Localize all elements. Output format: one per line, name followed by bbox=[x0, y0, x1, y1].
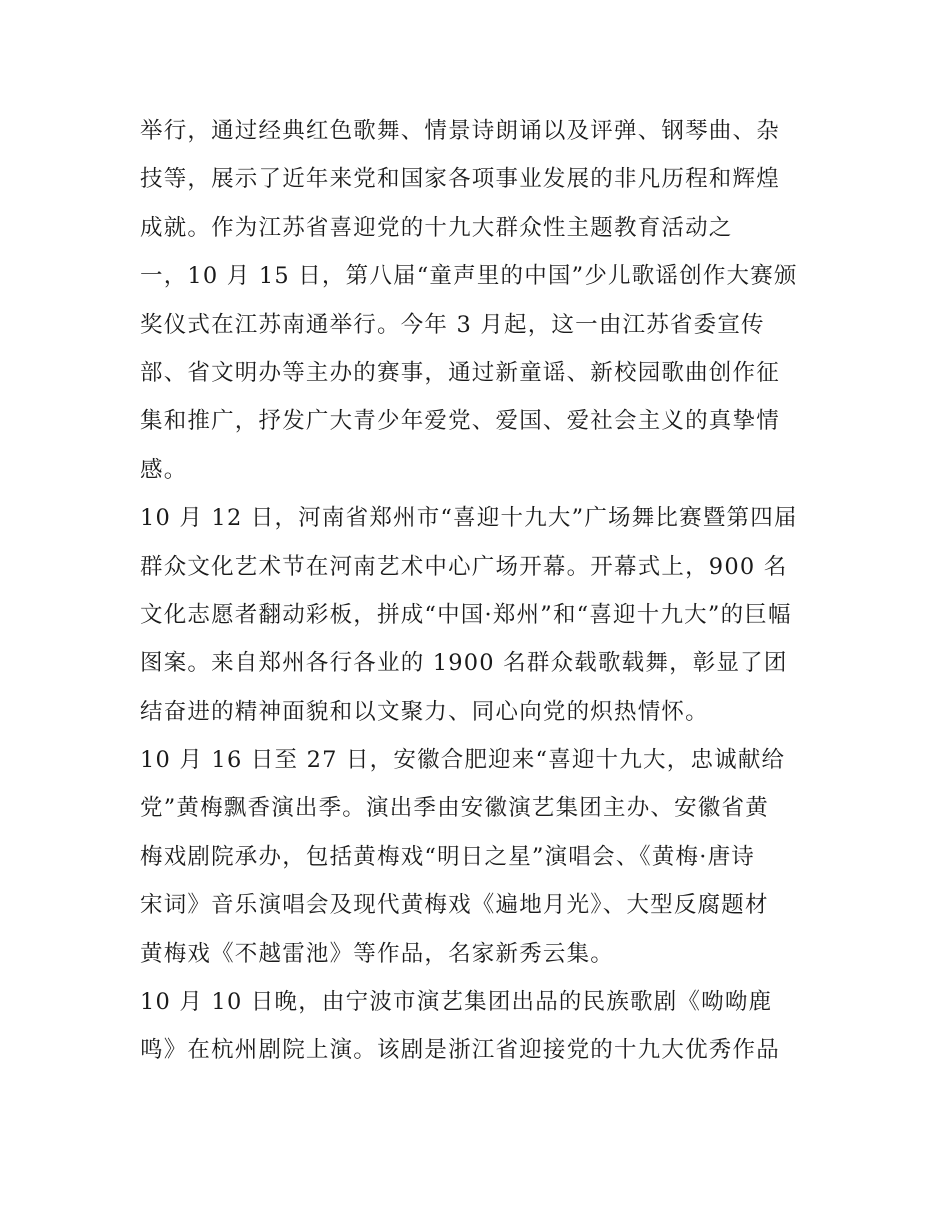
text-line: 黄梅戏《不越雷池》等作品，名家新秀云集。 bbox=[140, 940, 615, 967]
text-line: 奖仪式在江苏南通举行。今年 3 月起，这一由江苏省委宣传 bbox=[140, 311, 765, 338]
text-line: 群众文化艺术节在河南艺术中心广场开幕。开幕式上，900 名 bbox=[140, 553, 788, 580]
text-line: 感。 bbox=[140, 456, 188, 483]
text-line: 10 月 10 日晚，由宁波市演艺集团出品的民族歌剧《呦呦鹿 bbox=[140, 989, 773, 1016]
text-line: 图案。来自郑州各行各业的 1900 名群众载歌载舞，彰显了团 bbox=[140, 650, 788, 677]
text-line: 10 月 12 日，河南省郑州市“喜迎十九大”广场舞比赛暨第四届 bbox=[140, 505, 798, 532]
text-line: 结奋进的精神面貌和以文聚力、同心向党的炽热情怀。 bbox=[140, 698, 709, 725]
text-line: 10 月 16 日至 27 日，安徽合肥迎来“喜迎十九大，忠诚献给 bbox=[140, 747, 786, 774]
text-line: 集和推广，抒发广大青少年爱党、爱国、爱社会主义的真挚情 bbox=[140, 408, 780, 435]
article-body bbox=[140, 107, 820, 1075]
text-line: 技等，展示了近年来党和国家各项事业发展的非凡历程和辉煌 bbox=[140, 166, 780, 193]
text-line: 鸣》在杭州剧院上演。该剧是浙江省迎接党的十九大优秀作品 bbox=[140, 1037, 780, 1064]
text-line: 梅戏剧院承办，包括黄梅戏“明日之星”演唱会、《黄梅·唐诗 bbox=[140, 843, 756, 870]
text-line: 文化志愿者翻动彩板，拼成“中国·郑州”和“喜迎十九大”的巨幅 bbox=[140, 601, 792, 628]
text-line: 部、省文明办等主办的赛事，通过新童谣、新校园歌曲创作征 bbox=[140, 359, 780, 386]
text-line: 党”黄梅飘香演出季。演出季由安徽演艺集团主办、安徽省黄 bbox=[140, 795, 769, 822]
text-line: 举行，通过经典红色歌舞、情景诗朗诵以及评弹、钢琴曲、杂 bbox=[140, 118, 780, 144]
text-line: 宋词》音乐演唱会及现代黄梅戏《遍地月光》、大型反腐题材 bbox=[140, 892, 769, 919]
text-line: 成就。作为江苏省喜迎党的十九大群众性主题教育活动之 bbox=[140, 214, 733, 241]
text-line: 一，10 月 15 日，第八届“童声里的中国”少儿歌谣创作大赛颁 bbox=[140, 263, 798, 290]
